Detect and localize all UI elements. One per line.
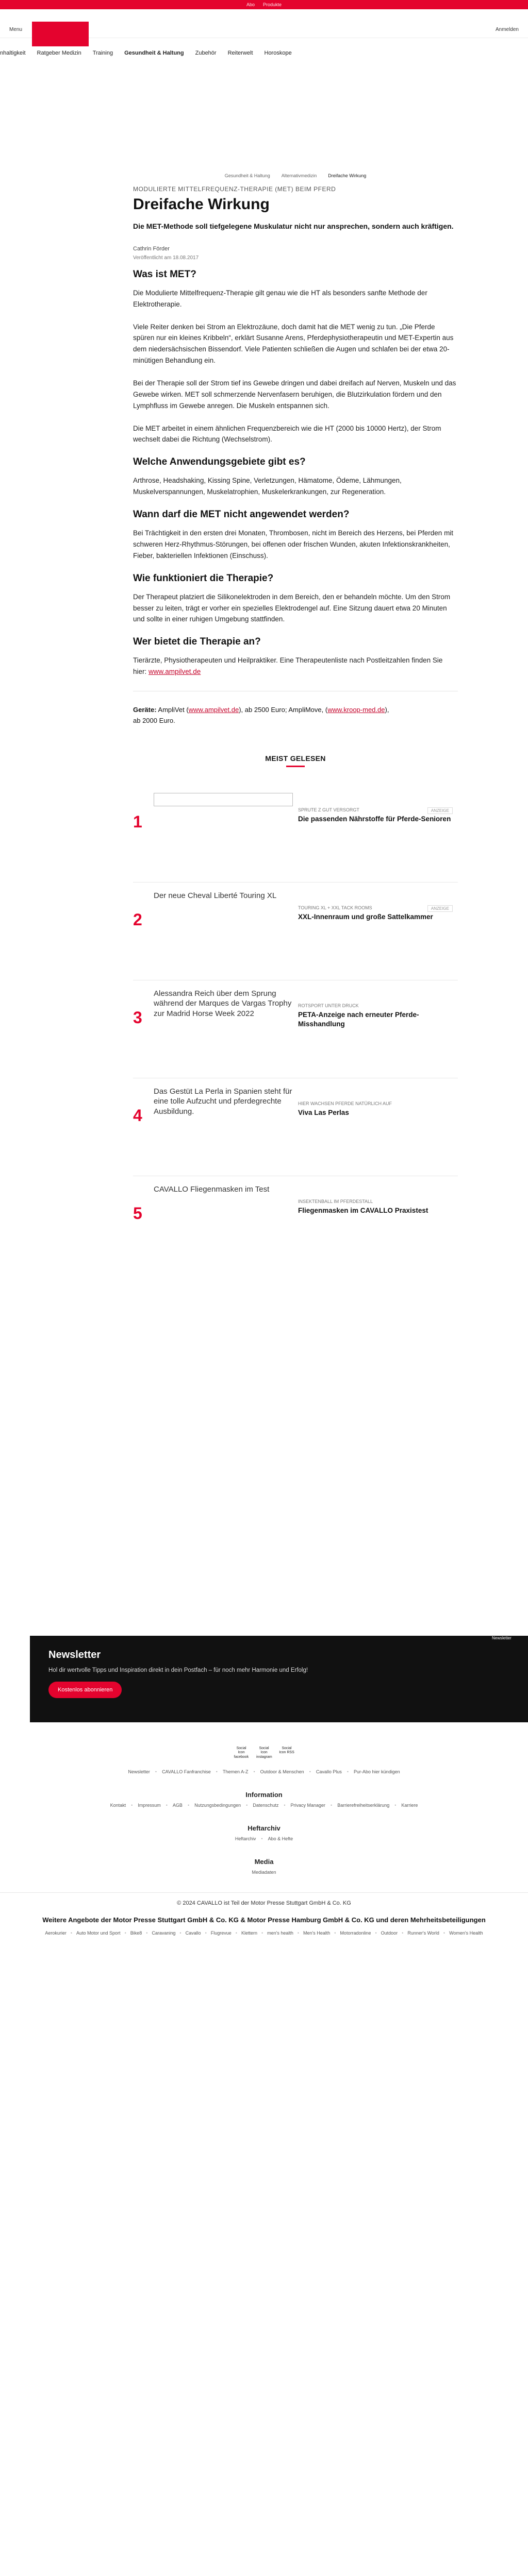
item-headline[interactable]: Die passenden Nährstoffe für Pferde-Senioren bbox=[298, 815, 451, 823]
paragraph-text: Tierärzte, Physiotherapeuten und Heilpraktiker. Eine Therapeutenliste nach Postleitzahlen finden Sie hier: bbox=[133, 656, 443, 676]
site-logo[interactable] bbox=[32, 22, 89, 46]
footer-links-heftarchiv bbox=[0, 1836, 528, 1841]
item-headline[interactable]: XXL-Innenraum und große Sattelkammer bbox=[298, 912, 433, 921]
kroop-link[interactable]: www.kroop-med.de bbox=[327, 705, 385, 714]
section-heading: Wann darf die MET nicht angewendet werden? bbox=[133, 509, 350, 520]
newsletter-title: Newsletter bbox=[48, 1649, 101, 1660]
article-lead: Die MET-Methode soll tiefgelegene Muskulatur nicht nur ansprechen, sondern auch kräftigen. bbox=[133, 222, 454, 230]
separator: • bbox=[166, 1803, 168, 1808]
article-image[interactable]: Der neue Cheval Liberté Touring XL bbox=[154, 891, 277, 900]
nav-item[interactable]: Reiterwelt bbox=[227, 50, 253, 56]
item-text bbox=[298, 989, 453, 1029]
section-heading: Wer bietet die Therapie an? bbox=[133, 636, 261, 648]
most-read-item[interactable] bbox=[133, 785, 458, 883]
most-read-item[interactable] bbox=[133, 1176, 458, 1274]
most-read-section bbox=[133, 754, 458, 1274]
paragraph: Die MET arbeitet in einem ähnlichen Frequenzbereich wie die HT (2000 bis 10000 Hertz), der Strom wechselt dabei die Richtung (Wechselstrom). bbox=[133, 424, 441, 444]
section-heading: Was ist MET? bbox=[133, 268, 196, 280]
prices-label: Geräte: bbox=[133, 705, 157, 714]
newsletter-image: Newsletter bbox=[492, 1636, 512, 1640]
prices-line-1 bbox=[133, 705, 458, 716]
site-header bbox=[0, 9, 528, 38]
ampilvet-link[interactable]: www.ampilvet.de bbox=[188, 705, 239, 714]
footer-link[interactable]: Impressum bbox=[138, 1803, 161, 1808]
item-text bbox=[298, 793, 453, 824]
footer-link[interactable]: Kontakt bbox=[110, 1803, 126, 1808]
offer-link[interactable]: Runner's World bbox=[407, 1930, 439, 1936]
separator: • bbox=[297, 1930, 300, 1936]
prices-line-2: ab 2000 Euro. bbox=[133, 716, 175, 724]
breadcrumb-item[interactable]: Gesundheit & Haltung bbox=[224, 173, 270, 178]
newsletter-text: Hol dir wertvolle Tipps und Inspiration direkt in dein Postfach – für noch mehr Harmonie und Erfolg! bbox=[48, 1667, 308, 1673]
separator: • bbox=[346, 1769, 349, 1774]
nav-item-active[interactable]: Gesundheit & Haltung bbox=[124, 50, 184, 56]
section-heading: Wie funktioniert die Therapie? bbox=[133, 572, 274, 584]
separator: • bbox=[124, 1930, 126, 1936]
separator: • bbox=[131, 1803, 133, 1808]
footer-link[interactable]: Abo & Hefte bbox=[268, 1836, 293, 1841]
footer-links-information bbox=[0, 1803, 528, 1808]
footer-link[interactable]: Themen A-Z bbox=[222, 1769, 249, 1774]
login-link[interactable]: Anmelden bbox=[495, 27, 519, 32]
footer-link[interactable]: AGB bbox=[172, 1803, 183, 1808]
separator: • bbox=[253, 1769, 255, 1774]
offer-link[interactable]: Bike8 bbox=[130, 1930, 142, 1936]
rank-number: 1 bbox=[133, 812, 142, 831]
ad-placeholder bbox=[0, 59, 528, 162]
breadcrumb bbox=[133, 173, 458, 178]
most-read-title: MEIST GELESEN bbox=[265, 754, 326, 762]
rank-number: 2 bbox=[133, 910, 142, 929]
footer-link[interactable]: CAVALLO Fanfranchise bbox=[162, 1769, 211, 1774]
article-image[interactable]: CAVALLO Fliegenmasken im Test bbox=[154, 1184, 270, 1194]
item-headline[interactable]: PETA-Anzeige nach erneuter Pferde-Misshandlung bbox=[298, 1010, 419, 1028]
separator: • bbox=[261, 1930, 263, 1936]
footer-link[interactable]: Pur-Abo hier kündigen bbox=[354, 1769, 400, 1774]
item-headline[interactable]: Fliegenmasken im CAVALLO Praxistest bbox=[298, 1206, 428, 1214]
facebook-icon[interactable]: Social Icon facebook bbox=[234, 1747, 249, 1759]
breadcrumb-current: Dreifache Wirkung bbox=[328, 173, 367, 178]
article-image[interactable] bbox=[154, 793, 293, 806]
item-kicker: INSEKTENBALL IM PFERDESTALL bbox=[298, 1198, 373, 1204]
footer-heading-information: Information bbox=[245, 1791, 283, 1799]
separator: • bbox=[309, 1769, 311, 1774]
menu-button[interactable]: Menu bbox=[9, 27, 23, 32]
footer-links-main bbox=[0, 1769, 528, 1774]
offer-link[interactable]: Cavallo bbox=[185, 1930, 201, 1936]
separator: • bbox=[205, 1930, 207, 1936]
offer-link[interactable]: Outdoor bbox=[381, 1930, 398, 1936]
separator: • bbox=[394, 1803, 397, 1808]
subscribe-button[interactable]: Kostenlos abonnieren bbox=[48, 1682, 122, 1698]
separator: • bbox=[402, 1930, 404, 1936]
nav-item[interactable]: Training bbox=[92, 50, 113, 56]
offer-link[interactable]: Women's Health bbox=[449, 1930, 483, 1936]
paragraph: Bei Trächtigkeit in den ersten drei Monaten, Thrombosen, nicht im Bereich des Herzens, bei Pferden mit schweren Herz-Rhythmus-Störungen, bei offenen oder frischen Wunden, akuten Infektionskrankheiten, Fieber, bakteriellen Infektionen (Einschuss). bbox=[133, 529, 454, 560]
footer-links-media bbox=[0, 1870, 528, 1875]
section-heading: Welche Anwendungsgebiete gibt es? bbox=[133, 456, 306, 468]
footer-link[interactable]: Nutzungsbedingungen bbox=[194, 1803, 241, 1808]
nav-item[interactable]: nhaltigkeit bbox=[0, 50, 26, 56]
item-text bbox=[298, 1184, 453, 1215]
prices-text: ), ab 2500 Euro; AmpliMove, ( bbox=[239, 705, 328, 714]
copyright: © 2024 CAVALLO ist Teil der Motor Presse Stuttgart GmbH & Co. KG bbox=[0, 1892, 528, 1906]
offer-link[interactable]: men's health bbox=[267, 1930, 293, 1936]
offer-link[interactable]: Auto Motor und Sport bbox=[76, 1930, 121, 1936]
therapist-list-link[interactable]: www.ampilvet.de bbox=[148, 668, 201, 676]
paragraph: Der Therapeut platziert die Silikonelektroden in dem Bereich, den er behandeln möchte. Um den Strom besser zu leiten, trägt er vorher ein spezielles Elektrodengel auf. Eine Sitzung dauert etwa 20 Minuten und sollte in einer ruhigen Umgebung stattfinden. bbox=[133, 592, 451, 623]
social-links bbox=[0, 1747, 528, 1767]
separator: • bbox=[334, 1930, 336, 1936]
article-image[interactable]: Alessandra Reich über dem Sprung während der Marques de Vargas Trophy zur Madrid Horse Week 2022 bbox=[154, 989, 292, 1018]
breadcrumb-item[interactable]: Alternativmedizin bbox=[281, 173, 317, 178]
ad-badge: ANZEIGE bbox=[427, 905, 453, 912]
ad-badge: ANZEIGE bbox=[427, 807, 453, 814]
paragraph bbox=[133, 655, 458, 677]
item-kicker: HIER WACHSEN PFERDE NATÜRLICH AUF bbox=[298, 1100, 392, 1106]
offer-link[interactable]: Klettern bbox=[241, 1930, 257, 1936]
device-prices bbox=[133, 705, 458, 726]
prices-text: AmpliVet ( bbox=[156, 705, 189, 714]
most-read-item[interactable] bbox=[133, 883, 458, 980]
offer-link[interactable]: Caravaning bbox=[152, 1930, 176, 1936]
top-strip-abo[interactable]: Abo bbox=[246, 2, 255, 7]
newsletter-banner bbox=[30, 1636, 528, 1722]
paragraph: Bei der Therapie soll der Strom tief ins Gewebe dringen und dabei dreifach auf Nerven, Muskeln und das Gewebe wirken. MET soll schmerzende Nervenfasern beruhigen, die Blutzirkulation fördern und den Lymphfluss im Gewebe anregen. Die Muskeln entspannen sich. bbox=[133, 379, 456, 410]
footer-link[interactable]: Datenschutz bbox=[253, 1803, 279, 1808]
nav-item[interactable]: Horoskope bbox=[264, 50, 292, 56]
separator: • bbox=[235, 1930, 237, 1936]
offer-link[interactable]: Flugrevue bbox=[210, 1930, 232, 1936]
footer-link[interactable]: Outdoor & Menschen bbox=[260, 1769, 304, 1774]
footer-heading-heftarchiv: Heftarchiv bbox=[248, 1824, 280, 1832]
top-strip bbox=[0, 0, 528, 9]
footer-link[interactable]: Heftarchiv bbox=[235, 1836, 256, 1841]
article-author[interactable]: Cathrin Förder bbox=[133, 245, 170, 252]
paragraph: Die Modulierte Mittelfrequenz-Therapie gilt genau wie die HT als besonders sanfte Methode der Elektrotherapie. bbox=[133, 289, 427, 308]
top-strip-produkte[interactable]: Produkte bbox=[262, 2, 282, 7]
separator: • bbox=[331, 1803, 333, 1808]
item-text bbox=[298, 891, 453, 922]
paragraph: Arthrose, Headshaking, Kissing Spine, Verletzungen, Hämatome, Ödeme, Lähmungen, Muskelverspannungen, Muskelatrophien, Muskelerkrankungen, zur Regeneration. bbox=[133, 477, 402, 496]
separator: • bbox=[187, 1803, 190, 1808]
title-underline bbox=[286, 766, 305, 767]
nav-item[interactable]: Zubehör bbox=[195, 50, 217, 56]
item-kicker: SPRUTE Z GUT VERSORGT bbox=[298, 807, 359, 812]
separator: • bbox=[216, 1769, 218, 1774]
separator: • bbox=[155, 1769, 157, 1774]
item-text bbox=[298, 1087, 453, 1117]
separator: • bbox=[146, 1930, 148, 1936]
rank-number: 4 bbox=[133, 1106, 142, 1125]
rank-number: 3 bbox=[133, 1008, 142, 1027]
separator: • bbox=[443, 1930, 446, 1936]
paragraph: Viele Reiter denken bei Strom an Elektrozäune, doch damit hat die MET wenig zu tun. „Die Pferde spüren nur ein kleines Kribbeln“, erklärt Susanne Arens, Pferdephysiotherapeutin und MET-Expertin aus dem niedersächsischen Bissendorf. Viele Patienten schließen die Augen und schlafen bei der etwa 20-minütigen Behandlung ein. bbox=[133, 323, 454, 365]
more-offers-links bbox=[10, 1929, 518, 1938]
footer-link[interactable]: Mediadaten bbox=[252, 1870, 276, 1875]
rss-icon[interactable]: Social Icon RSS bbox=[279, 1747, 294, 1755]
publish-date: Veröffentlicht am 18.08.2017 bbox=[133, 255, 199, 261]
nav-item[interactable]: Ratgeber Medizin bbox=[37, 50, 81, 56]
article-title: Dreifache Wirkung bbox=[133, 196, 270, 213]
item-headline[interactable]: Viva Las Perlas bbox=[298, 1108, 349, 1116]
separator: • bbox=[261, 1836, 263, 1841]
most-read-item[interactable] bbox=[133, 980, 458, 1078]
offer-link[interactable]: Men's Health bbox=[303, 1930, 331, 1936]
offer-link[interactable]: Motorradonline bbox=[340, 1930, 371, 1936]
offer-link[interactable]: Aerokurier bbox=[45, 1930, 67, 1936]
separator: • bbox=[284, 1803, 286, 1808]
item-kicker: TOURING XL + XXL TACK ROOMS bbox=[298, 905, 372, 910]
article-kicker: MODULIERTE MITTELFREQUENZ-THERAPIE (MET) BEIM PFERD bbox=[133, 185, 336, 193]
more-offers-title: Weitere Angebote der Motor Presse Stuttgart GmbH & Co. KG & Motor Presse Hamburg GmbH & Co. KG und deren Mehrheitsbeteiligungen bbox=[42, 1916, 486, 1924]
footer-link[interactable]: Newsletter bbox=[128, 1769, 150, 1774]
separator: • bbox=[179, 1930, 182, 1936]
instagram-icon[interactable]: Social Icon instagram bbox=[256, 1747, 272, 1759]
rank-number: 5 bbox=[133, 1204, 142, 1223]
separator: • bbox=[375, 1930, 377, 1936]
footer-link[interactable]: Privacy Manager bbox=[290, 1803, 326, 1808]
footer-link[interactable]: Karriere bbox=[401, 1803, 418, 1808]
article bbox=[133, 173, 458, 691]
most-read-item[interactable] bbox=[133, 1078, 458, 1176]
separator: • bbox=[246, 1803, 248, 1808]
article-image[interactable]: Das Gestüt La Perla in Spanien steht für eine tolle Aufzucht und pferdegrechte Ausbildung. bbox=[154, 1087, 292, 1116]
prices-text: ), bbox=[385, 705, 389, 714]
item-kicker: ROTSPORT UNTER DRUCK bbox=[298, 1003, 359, 1008]
footer-link[interactable]: Cavallo Plus bbox=[316, 1769, 342, 1774]
site-footer bbox=[0, 1747, 528, 1938]
separator: • bbox=[70, 1930, 72, 1936]
main-nav bbox=[0, 47, 528, 59]
footer-heading-media: Media bbox=[254, 1858, 274, 1866]
footer-link[interactable]: Barrierefreiheitserklärung bbox=[337, 1803, 390, 1808]
